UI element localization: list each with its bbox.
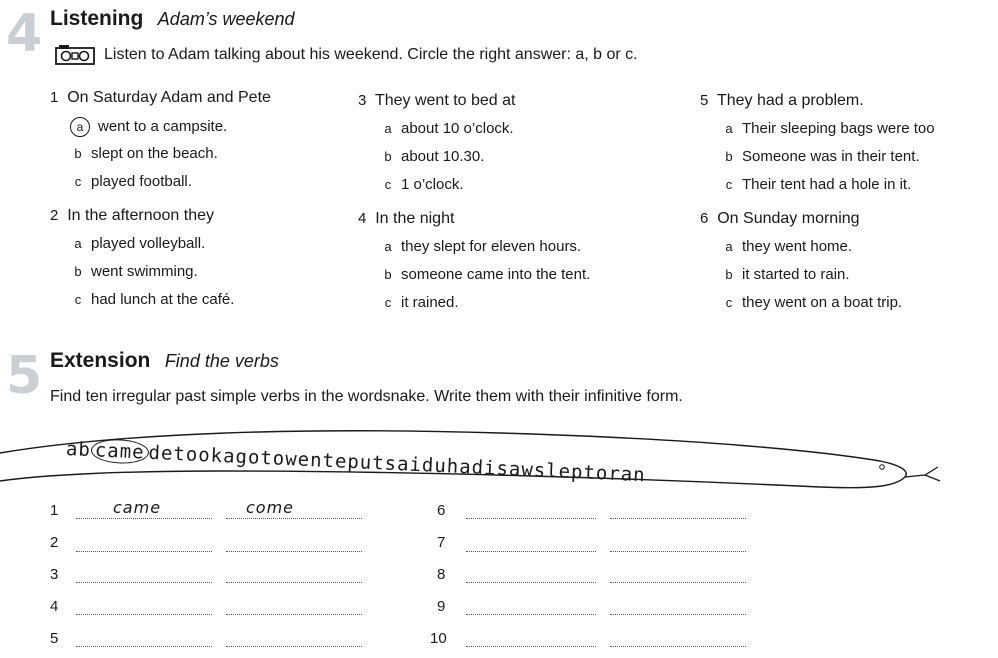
option-letter: a <box>74 236 82 251</box>
exercise-instruction: Find ten irregular past simple verbs in the wordsnake. Write them with their infinitive form. <box>50 388 683 405</box>
option-text: they went on a boat trip. <box>742 294 903 311</box>
section-title: Listening <box>50 7 144 30</box>
option-letter: c <box>74 292 82 307</box>
answer-infinitive-line[interactable] <box>610 646 746 647</box>
option-letter: a <box>725 239 733 254</box>
answer-past-line[interactable] <box>76 582 212 583</box>
option-3a[interactable] <box>375 120 514 137</box>
option-letter: b <box>74 264 82 279</box>
option-text: it started to rain. <box>742 266 850 283</box>
section-heading-extension <box>50 349 279 373</box>
option-5b[interactable] <box>716 148 920 165</box>
answer-number: 4 <box>50 598 59 615</box>
question-text: In the night <box>375 210 455 227</box>
option-1c[interactable] <box>65 173 192 190</box>
option-3c[interactable] <box>375 176 464 193</box>
question-text: On Sunday morning <box>717 210 860 227</box>
option-text: played volleyball. <box>91 235 206 252</box>
option-letter: b <box>725 149 733 164</box>
option-5c[interactable] <box>716 176 911 193</box>
option-letter: b <box>384 267 392 282</box>
option-text: about 10 o’clock. <box>401 120 514 137</box>
option-text: slept on the beach. <box>91 145 218 162</box>
option-4a[interactable] <box>375 238 581 255</box>
answer-number: 1 <box>50 502 59 519</box>
option-letter: a <box>384 239 392 254</box>
option-text: it rained. <box>401 294 459 311</box>
option-3b[interactable] <box>375 148 484 165</box>
answer-infinitive-line[interactable] <box>610 518 746 519</box>
answer-number: 5 <box>50 630 59 647</box>
option-text: Someone was in their tent. <box>742 148 920 165</box>
option-2c[interactable] <box>65 291 234 308</box>
section-subtitle: Adam’s weekend <box>157 9 295 29</box>
question-6 <box>700 210 860 228</box>
option-letter: c <box>384 295 392 310</box>
question-number: 2 <box>50 207 59 224</box>
option-letter: a <box>725 121 733 136</box>
option-letter: c <box>384 177 392 192</box>
wordsnake-after: detookagotowenteputsaiduhadisawsleptoran <box>148 441 647 487</box>
section-heading-listening <box>50 7 295 31</box>
option-letter: b <box>725 267 733 282</box>
question-3 <box>358 92 515 110</box>
option-text: someone came into the tent. <box>401 266 591 283</box>
exercise-instruction: Listen to Adam talking about his weekend. Circle the right answer: a, b or c. <box>104 46 638 63</box>
answer-infinitive-line[interactable] <box>226 551 362 552</box>
option-text: went to a campsite. <box>98 118 228 135</box>
option-letter: b <box>384 149 392 164</box>
question-number: 4 <box>358 210 367 227</box>
answer-number: 2 <box>50 534 59 551</box>
answer-past-line[interactable] <box>466 646 596 647</box>
answer-number: 10 <box>430 630 447 647</box>
answer-past-line[interactable] <box>76 518 212 519</box>
answer-past-line[interactable] <box>466 582 596 583</box>
question-number: 1 <box>50 89 59 106</box>
answer-past-line[interactable] <box>76 614 212 615</box>
option-2b[interactable] <box>65 263 198 280</box>
answer-infinitive-text: come <box>246 498 295 517</box>
question-text: In the afternoon they <box>67 207 215 224</box>
question-5 <box>700 92 864 110</box>
answer-infinitive-line[interactable] <box>610 551 746 552</box>
answer-past-text: came <box>113 498 162 517</box>
option-letter-circled: a <box>70 117 90 137</box>
answer-number: 6 <box>437 502 446 519</box>
answer-infinitive-line[interactable] <box>226 646 362 647</box>
option-letter: c <box>74 174 82 189</box>
section-number-4: 4 <box>6 4 43 64</box>
option-1a[interactable] <box>70 117 227 137</box>
option-text: Their tent had a hole in it. <box>742 176 912 193</box>
answer-infinitive-line[interactable] <box>610 582 746 583</box>
question-text: They had a problem. <box>716 92 864 109</box>
wordsnake-before: ab <box>65 438 92 462</box>
option-5a[interactable] <box>716 120 935 137</box>
option-6a[interactable] <box>716 238 852 255</box>
cassette-player-icon <box>55 44 95 71</box>
answer-number: 8 <box>437 566 446 583</box>
question-4 <box>358 210 454 228</box>
section-title: Extension <box>50 349 151 372</box>
answer-past-line[interactable] <box>466 614 596 615</box>
answer-number: 7 <box>437 534 446 551</box>
option-letter: a <box>384 121 392 136</box>
section-number-5: 5 <box>6 346 43 406</box>
answer-number: 3 <box>50 566 59 583</box>
section-subtitle: Find the verbs <box>164 351 279 371</box>
option-4c[interactable] <box>375 294 459 311</box>
answer-infinitive-line[interactable] <box>226 614 362 615</box>
option-6b[interactable] <box>716 266 850 283</box>
answer-infinitive-line[interactable] <box>226 518 362 519</box>
question-number: 3 <box>358 92 367 109</box>
option-letter: b <box>74 146 82 161</box>
option-text: they went home. <box>742 238 853 255</box>
option-text: 1 o’clock. <box>401 176 464 193</box>
answer-past-line[interactable] <box>76 551 212 552</box>
option-text: played football. <box>91 173 192 190</box>
question-number: 5 <box>700 92 709 109</box>
answer-past-line[interactable] <box>76 646 212 647</box>
option-text: had lunch at the café. <box>91 291 235 308</box>
answer-infinitive-line[interactable] <box>226 582 362 583</box>
question-number: 6 <box>700 210 709 227</box>
option-1b[interactable] <box>65 145 218 162</box>
option-text: Their sleeping bags were too <box>742 120 935 137</box>
option-text: they slept for eleven hours. <box>401 238 582 255</box>
option-text: went swimming. <box>91 263 198 280</box>
answer-infinitive-line[interactable] <box>610 614 746 615</box>
answer-past-line[interactable] <box>466 551 596 552</box>
question-text: They went to bed at <box>374 92 516 109</box>
question-text: On Saturday Adam and Pete <box>67 89 271 106</box>
option-2a[interactable] <box>65 235 205 252</box>
answer-number: 9 <box>437 598 446 615</box>
option-letter: c <box>725 177 733 192</box>
question-1 <box>50 89 271 107</box>
option-4b[interactable] <box>375 266 590 283</box>
answer-past-line[interactable] <box>466 518 596 519</box>
question-2 <box>50 207 214 225</box>
wordsnake-circled-word: came <box>90 438 149 465</box>
option-6c[interactable] <box>716 294 902 311</box>
option-letter: c <box>725 295 733 310</box>
option-text: about 10.30. <box>401 148 485 165</box>
